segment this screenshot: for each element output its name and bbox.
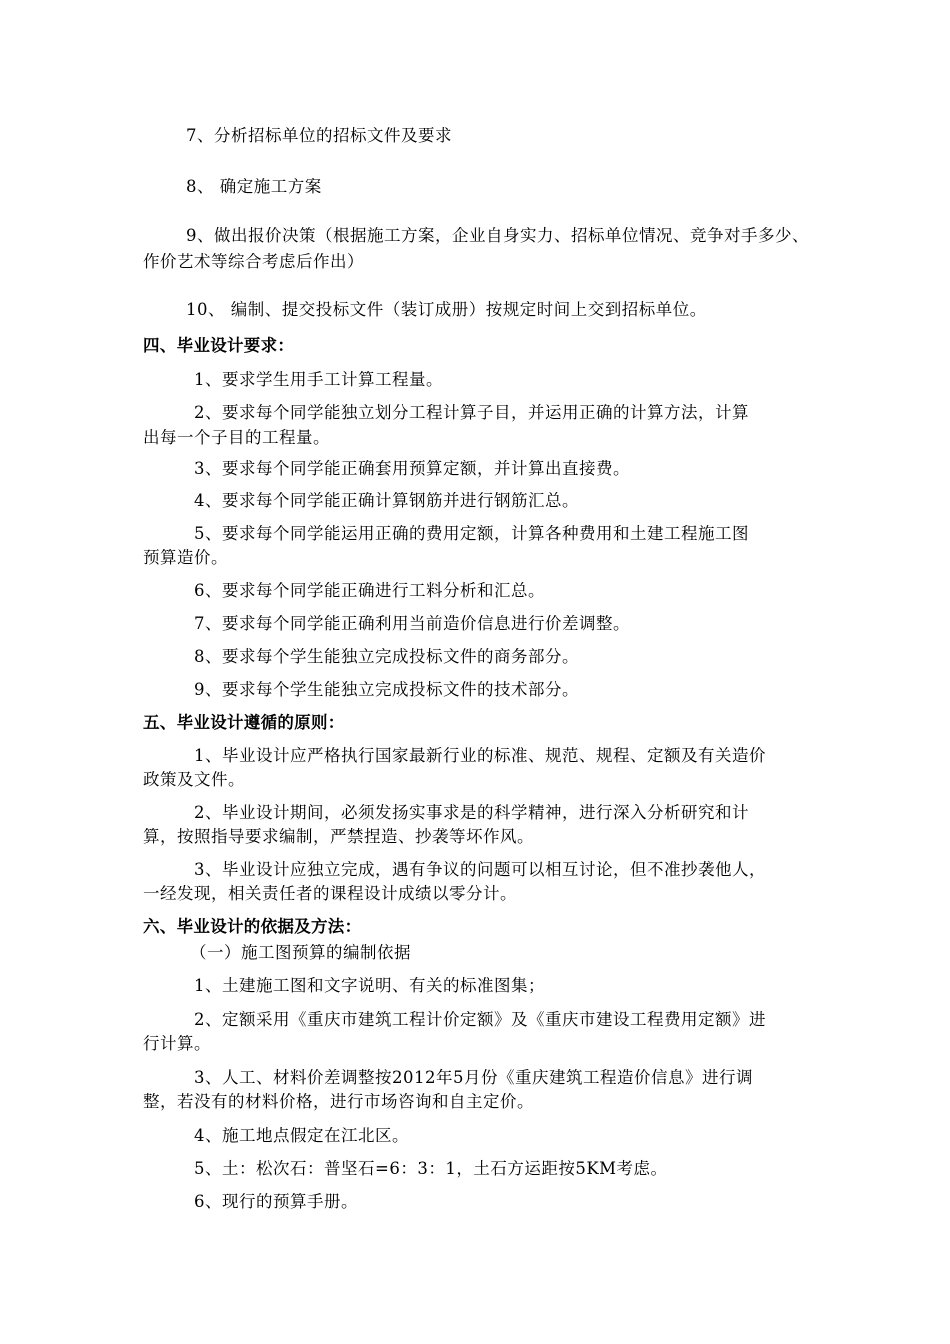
step-10-text: 10、 编制、提交投标文件（装订成册）按规定时间上交到招标单位。 bbox=[186, 300, 707, 319]
basis-5: 5、土：松次石：普坚石=6：3：1，土石方运距按5KM考虑。 bbox=[194, 1159, 668, 1178]
basis-1: 1、土建施工图和文字说明、有关的标准图集； bbox=[194, 976, 545, 995]
requirement-5-line1: 5、要求每个同学能运用正确的费用定额，计算各种费用和土建工程施工图 bbox=[194, 524, 749, 543]
section-4-heading: 四、毕业设计要求： bbox=[143, 336, 295, 355]
step-7-text: 7、分析招标单位的招标文件及要求 bbox=[186, 126, 452, 145]
section-5-heading: 五、毕业设计遵循的原则： bbox=[143, 713, 345, 732]
section-6-heading: 六、毕业设计的依据及方法： bbox=[143, 917, 362, 936]
principle-1-line1: 1、毕业设计应严格执行国家最新行业的标准、规范、规程、定额及有关造价 bbox=[194, 746, 766, 765]
requirement-3: 3、要求每个同学能正确套用预算定额，并计算出直接费。 bbox=[194, 459, 630, 478]
requirement-1: 1、要求学生用手工计算工程量。 bbox=[194, 370, 443, 389]
requirement-6: 6、要求每个同学能正确进行工料分析和汇总。 bbox=[194, 581, 545, 600]
basis-4: 4、施工地点假定在江北区。 bbox=[194, 1126, 409, 1145]
principle-2-line1: 2、毕业设计期间，必须发扬实事求是的科学精神，进行深入分析研究和计 bbox=[194, 803, 749, 822]
step-9-text-line2: 作价艺术等综合考虑后作出） bbox=[143, 252, 364, 271]
requirement-2-line1: 2、要求每个同学能独立划分工程计算子目，并运用正确的计算方法，计算 bbox=[194, 403, 749, 422]
requirement-2-line2: 出每一个子目的工程量。 bbox=[143, 428, 330, 447]
principle-3-line1: 3、毕业设计应独立完成，遇有争议的问题可以相互讨论，但不准抄袭他人， bbox=[194, 860, 766, 879]
requirement-7: 7、要求每个同学能正确利用当前造价信息进行价差调整。 bbox=[194, 614, 630, 633]
requirement-4: 4、要求每个同学能正确计算钢筋并进行钢筋汇总。 bbox=[194, 491, 579, 510]
basis-3-line2: 整，若没有的材料价格，进行市场咨询和自主定价。 bbox=[143, 1092, 534, 1111]
principle-3-line2: 一经发现，相关责任者的课程设计成绩以零分计。 bbox=[143, 884, 517, 903]
principle-1-line2: 政策及文件。 bbox=[143, 770, 245, 789]
basis-2-line2: 行计算。 bbox=[143, 1034, 211, 1053]
basis-3-line1: 3、人工、材料价差调整按2012年5月份《重庆建筑工程造价信息》进行调 bbox=[194, 1068, 753, 1087]
basis-6: 6、现行的预算手册。 bbox=[194, 1192, 358, 1211]
requirement-9: 9、要求每个学生能独立完成投标文件的技术部分。 bbox=[194, 680, 579, 699]
requirement-8: 8、要求每个学生能独立完成投标文件的商务部分。 bbox=[194, 647, 579, 666]
step-9-text-line1: 9、做出报价决策（根据施工方案，企业自身实力、招标单位情况、竞争对手多少、 bbox=[186, 226, 809, 245]
basis-2-line1: 2、定额采用《重庆市建筑工程计价定额》及《重庆市建设工程费用定额》进 bbox=[194, 1010, 766, 1029]
principle-2-line2: 算，按照指导要求编制，严禁捏造、抄袭等坏作风。 bbox=[143, 827, 534, 846]
step-8-text: 8、 确定施工方案 bbox=[186, 177, 322, 196]
section-6-subheading: （一）施工图预算的编制依据 bbox=[190, 943, 411, 962]
requirement-5-line2: 预算造价。 bbox=[143, 548, 228, 567]
